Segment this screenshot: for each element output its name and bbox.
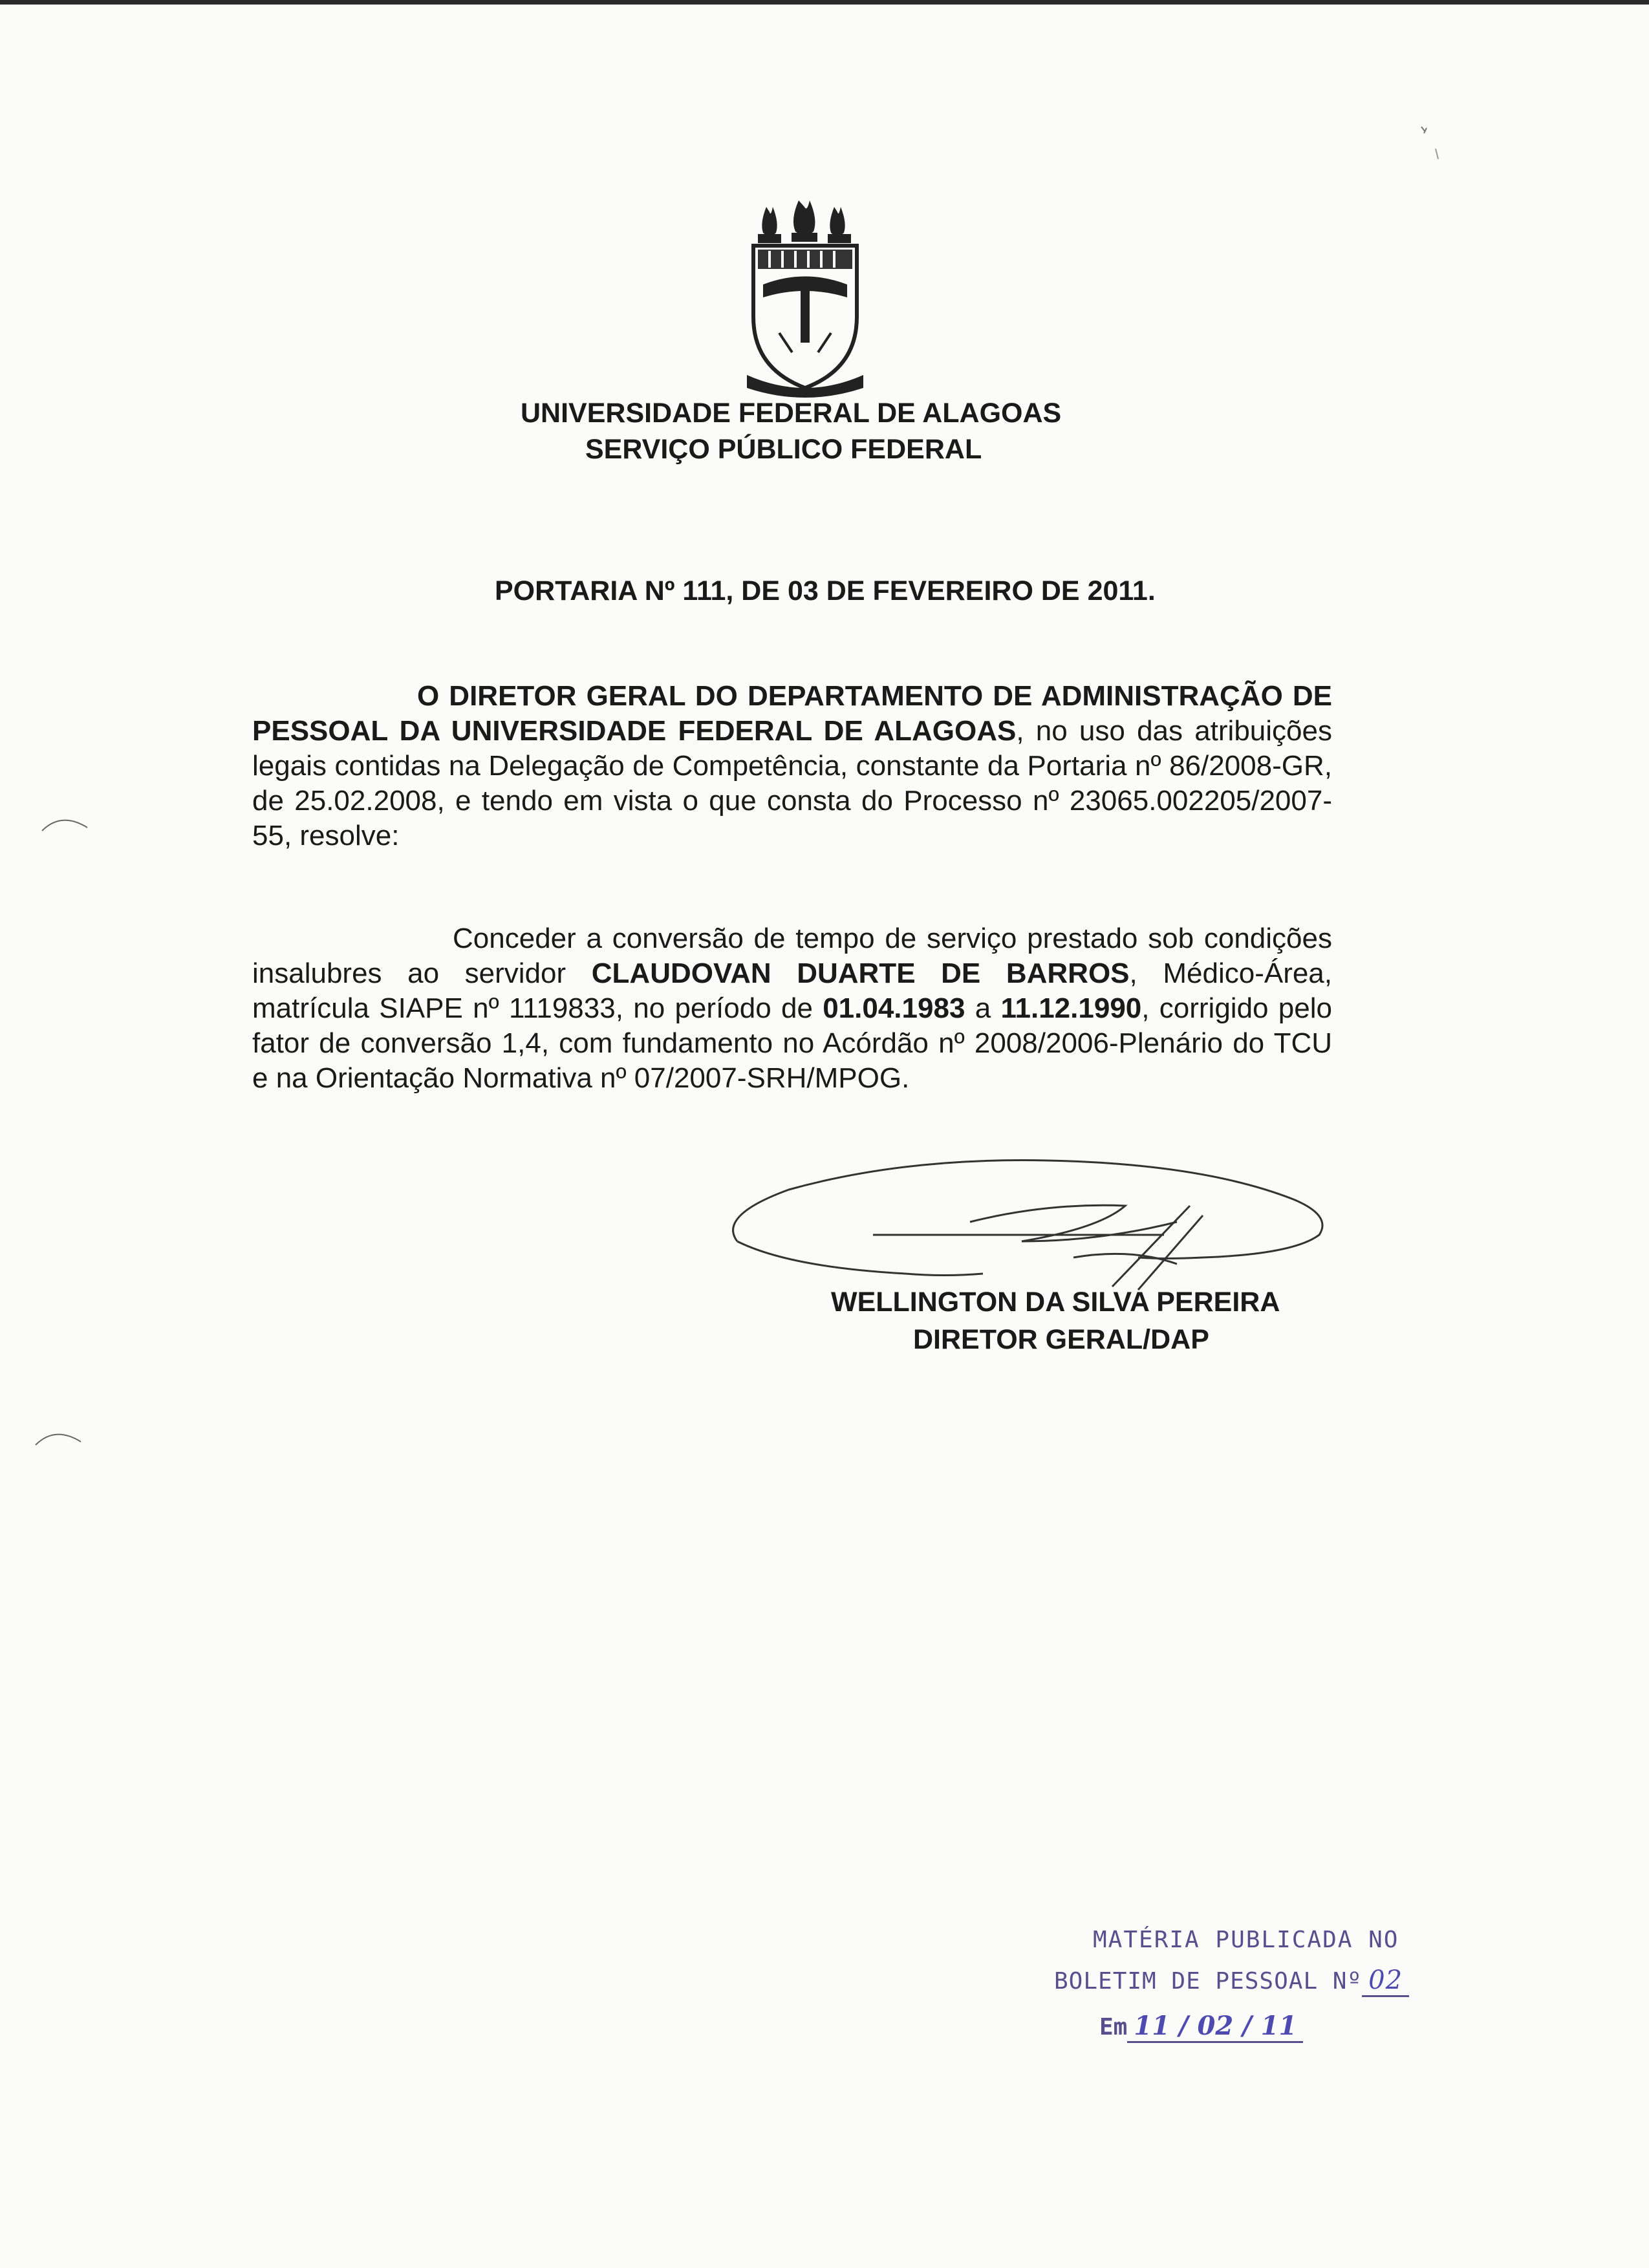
stamp-line-3 xyxy=(1099,2011,1303,2041)
servant-name: CLAUDOVAN DUARTE DE BARROS xyxy=(591,957,1130,989)
signatory-name: WELLINGTON DA SILVA PEREIRA xyxy=(831,1287,1280,1318)
resolution-paragraph xyxy=(252,921,1332,1096)
punch-hole-icon xyxy=(32,1422,84,1448)
publication-stamp xyxy=(1048,1920,1487,2062)
stamp-date-label: Em xyxy=(1099,2014,1128,2040)
date-to: 11.12.1990 xyxy=(1000,992,1142,1024)
stamp-bulletin-number: 02 xyxy=(1362,1965,1409,1997)
resolution-text-1: Conceder a conversão de tempo de serviço prestado sob condições insalubres ao servidor xyxy=(252,923,1332,989)
institution-name: UNIVERSIDADE FEDERAL DE ALAGOAS xyxy=(521,398,1062,429)
handwritten-signature xyxy=(711,1144,1358,1300)
university-crest-icon xyxy=(744,194,867,401)
stamp-line-1: MATÉRIA PUBLICADA NO xyxy=(1093,1927,1399,1953)
stamp-date-value: 11 / 02 / 11 xyxy=(1127,2011,1303,2043)
document-title: PORTARIA Nº 111, DE 03 DE FEVEREIRO DE 2011. xyxy=(495,575,1156,606)
scan-top-edge xyxy=(0,0,1649,5)
scan-mark-icon xyxy=(1416,123,1442,162)
resolution-text-3: a xyxy=(965,992,1001,1024)
service-name: SERVIÇO PÚBLICO FEDERAL xyxy=(585,434,982,465)
preamble-bold: O DIRETOR GERAL DO DEPARTAMENTO DE ADMINISTRAÇÃO DE PESSOAL DA UNIVERSIDADE FEDERAL DE ALAGOAS xyxy=(252,680,1332,747)
stamp-bulletin-label: BOLETIM DE PESSOAL Nº xyxy=(1054,1968,1363,1995)
stamp-line-2 xyxy=(1054,1965,1409,1995)
preamble-paragraph xyxy=(252,679,1332,853)
date-from: 01.04.1983 xyxy=(823,992,965,1024)
resolution-text-2: , Médico-Área, matrícula SIAPE nº 1119833, no período de xyxy=(252,957,1333,1024)
punch-hole-icon xyxy=(39,808,91,834)
preamble-text: , no uso das atribuições legais contidas na Delegação de Competência, constante da Portaria nº 86/2008-GR, de 25.02.2008, e tendo em vista o que consta do Processo nº 23065.002205/2007-55, resolve: xyxy=(252,715,1332,851)
resolution-text-4: , corrigido pelo fator de conversão 1,4, com fundamento no Acórdão nº 2008/2006-Plenário do TCU e na Orientação Normativa nº 07/2007-SRH/MPOG. xyxy=(252,992,1332,1094)
signatory-role: DIRETOR GERAL/DAP xyxy=(913,1324,1209,1355)
